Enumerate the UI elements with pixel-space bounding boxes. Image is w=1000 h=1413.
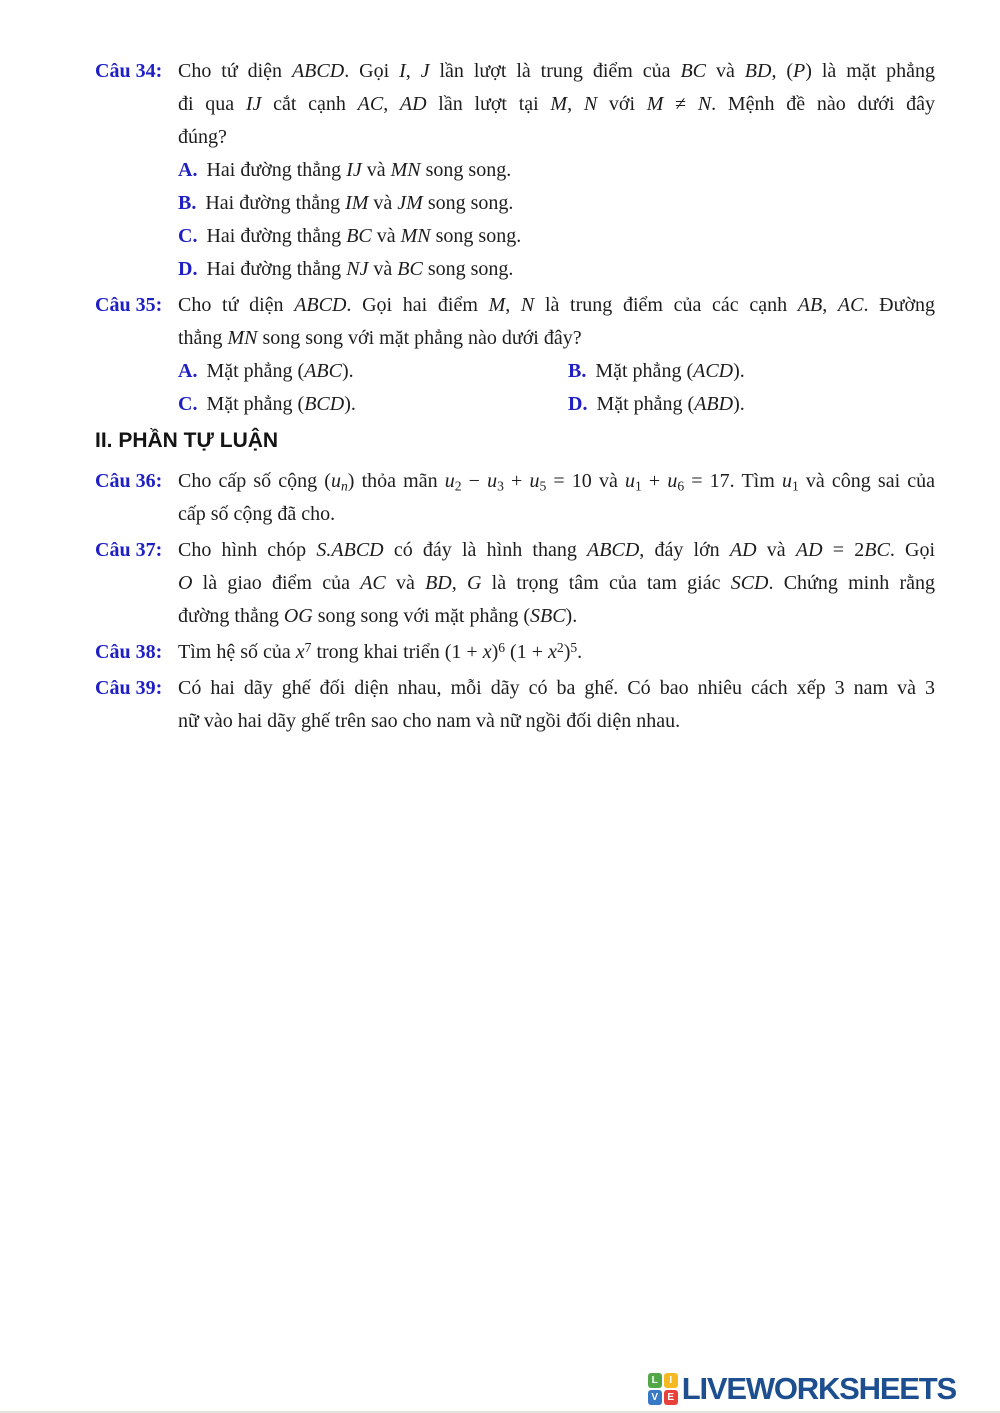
- question-36-label: Câu 36:: [95, 470, 163, 492]
- logo-tile-i: I: [664, 1373, 678, 1388]
- question-35-options: [178, 355, 935, 421]
- question-39: [95, 672, 935, 738]
- question-34-line-1: Cho tứ diện ABCD. Gọi I, J lần lượt là trung điểm của BC và BD, (P) là mặt phẳng: [178, 60, 936, 82]
- question-39-line-2: nữ vào hai dãy ghế trên sao cho nam và nữ ngồi đối diện nhau.: [178, 710, 681, 732]
- question-37: [95, 534, 935, 633]
- question-34: [95, 55, 935, 286]
- logo-tile-e: E: [664, 1390, 678, 1405]
- question-34-line-3: đúng?: [178, 126, 227, 148]
- option-text: Mặt phẳng (ABC).: [206, 360, 354, 382]
- option-text: Mặt phẳng (ABD).: [596, 393, 745, 415]
- question-37-line-3: đường thẳng OG song song với mặt phẳng (SBC).: [178, 605, 578, 627]
- question-37-body: [178, 534, 935, 633]
- option-letter: C.: [178, 393, 198, 415]
- question-35-option-a: [178, 355, 568, 388]
- question-34-body: [178, 55, 935, 286]
- liveworksheets-logo[interactable]: [648, 1371, 956, 1407]
- question-35: [95, 289, 935, 421]
- worksheet-content: [95, 55, 935, 741]
- option-letter: A.: [178, 360, 198, 382]
- question-37-label: Câu 37:: [95, 539, 163, 561]
- option-letter: D.: [568, 393, 588, 415]
- question-35-label: Câu 35:: [95, 294, 163, 316]
- question-38-line-1: Tìm hệ số của $x^7$ trong khai triển $(1 + x)^6$ $(1 + x^2)^5$.: [178, 639, 583, 663]
- question-34-option-b: [178, 187, 935, 220]
- question-39-label: Câu 39:: [95, 677, 163, 699]
- option-text: Hai đường thẳng IJ và MN song song.: [206, 159, 512, 181]
- question-35-body: [178, 289, 935, 421]
- question-38: [95, 636, 935, 669]
- option-letter: C.: [178, 225, 198, 247]
- option-letter: D.: [178, 258, 198, 280]
- option-text: Hai đường thẳng NJ và BC song song.: [206, 258, 514, 280]
- logo-tile-l: L: [648, 1373, 662, 1388]
- question-35-option-c: [178, 388, 568, 421]
- question-38-body: [178, 636, 935, 669]
- question-34-option-a: [178, 154, 935, 187]
- liveworksheets-wordmark: LIVEWORKSHEETS: [681, 1371, 956, 1406]
- option-text: Mặt phẳng (BCD).: [206, 393, 356, 415]
- question-39-line-1: Có hai dãy ghế đối diện nhau, mỗi dãy có ba ghế. Có bao nhiêu cách xếp 3 nam và 3: [178, 677, 935, 699]
- question-38-label: Câu 38:: [95, 641, 163, 663]
- question-34-label: Câu 34:: [95, 60, 163, 82]
- option-letter: B.: [178, 192, 197, 214]
- option-text: Mặt phẳng (ACD).: [595, 360, 745, 382]
- liveworksheets-logo-icon: [648, 1373, 678, 1405]
- option-letter: A.: [178, 159, 198, 181]
- question-34-option-d: [178, 253, 935, 286]
- question-35-option-b: [568, 355, 935, 388]
- option-letter: B.: [568, 360, 587, 382]
- question-34-line-2: đi qua IJ cắt cạnh AC, AD lần lượt tại M, N với M ≠ N. Mệnh đề nào dưới đây: [178, 93, 936, 115]
- logo-tile-v: V: [648, 1390, 662, 1405]
- option-text: Hai đường thẳng BC và MN song song.: [206, 225, 522, 247]
- question-36-line-1: Cho cấp số cộng $(u_n)$ thỏa mãn $u_2 - u_3 + u_5 = 10$ và $u_1 + u_6 = 17$. Tìm $u_1$ và công sai của: [178, 470, 936, 494]
- option-text: Hai đường thẳng IM và JM song song.: [205, 192, 514, 214]
- section-heading-tu-luan: II. PHẦN TỰ LUẬN: [95, 429, 279, 452]
- question-34-option-c: [178, 220, 935, 253]
- question-37-line-2: O là giao điểm của AC và BD, G là trọng tâm của tam giác SCD. Chứng minh rằng: [178, 572, 935, 594]
- question-35-line-1: Cho tứ diện ABCD. Gọi hai điểm M, N là trung điểm của các cạnh AB, AC. Đường: [178, 294, 936, 316]
- question-39-body: [178, 672, 935, 738]
- question-36: [95, 465, 935, 531]
- question-35-line-2: thẳng MN song song với mặt phẳng nào dưới đây?: [178, 327, 582, 349]
- question-37-line-1: Cho hình chóp S.ABCD có đáy là hình thang ABCD, đáy lớn AD và AD = 2BC. Gọi: [178, 539, 936, 561]
- question-35-option-d: [568, 388, 935, 421]
- question-36-line-2: cấp số cộng đã cho.: [178, 503, 336, 525]
- question-36-body: [178, 465, 935, 531]
